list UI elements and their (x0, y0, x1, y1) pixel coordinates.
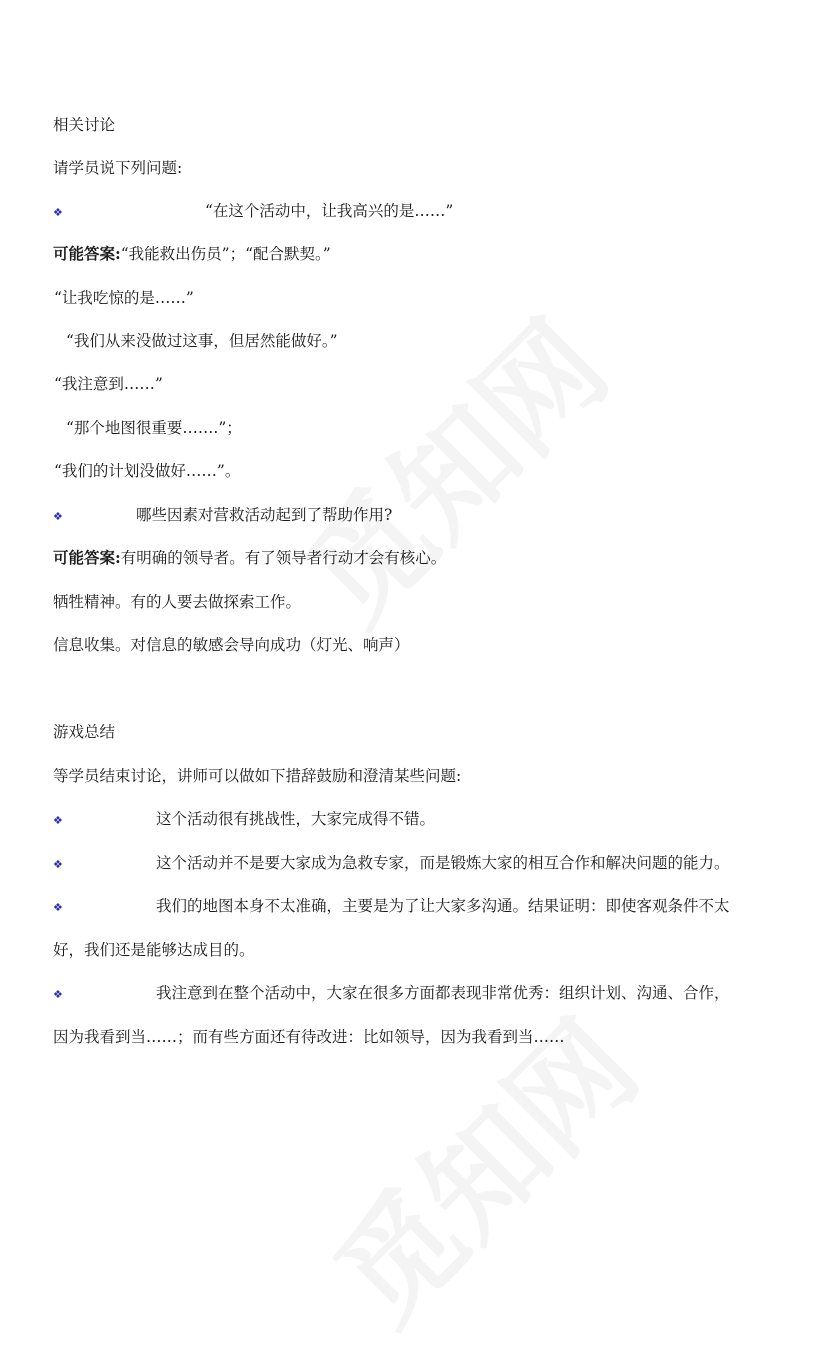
summary-heading: 游戏总结 (53, 723, 116, 741)
quote-noticed: “我注意到……” (54, 375, 163, 393)
summary-point-4-line2: 因为我看到当……；而有些方面还有待改进：比如领导，因为我看到当…… (53, 1028, 565, 1046)
bullet-icon: ❖ (53, 510, 63, 523)
summary-point-4-line1: 我注意到在整个活动中，大家在很多方面都表现非常优秀：组织计划、沟通、合作， (156, 984, 730, 1002)
discussion-intro: 请学员说下列问题: (53, 159, 183, 177)
quote-never-done: “我们从来没做过这事，但居然能做好。” (66, 332, 338, 350)
summary-point-1: 这个活动很有挑战性，大家完成得不错。 (156, 810, 436, 828)
answer-label: 可能答案: (53, 244, 121, 263)
summary-point-3-line2: 好，我们还是能够达成目的。 (53, 941, 255, 959)
factor-information: 信息收集。对信息的敏感会导向成功（灯光、响声） (53, 636, 410, 654)
bullet-icon: ❖ (53, 858, 63, 871)
question-1: “在这个活动中，让我高兴的是……” (205, 202, 454, 220)
answer-text: 有明确的领导者。有了领导者行动才会有核心。 (120, 549, 447, 567)
discussion-heading: 相关讨论 (53, 116, 116, 134)
bullet-icon: ❖ (53, 814, 63, 827)
summary-intro: 等学员结束讨论，讲师可以做如下措辞鼓励和澄清某些问题: (53, 767, 462, 785)
answer-label: 可能答案: (53, 548, 121, 567)
quote-map: “那个地图很重要…….”； (66, 419, 242, 437)
bullet-icon: ❖ (53, 206, 63, 219)
question-2: 哪些因素对营救活动起到了帮助作用? (136, 506, 393, 524)
factor-sacrifice: 牺牲精神。有的人要去做探索工作。 (53, 593, 302, 611)
quote-plan: “我们的计划没做好……”。 (54, 462, 241, 480)
quote-surprise: “让我吃惊的是……” (54, 289, 194, 307)
answer-text: “我能救出伤员”；“配合默契。” (120, 245, 331, 263)
bullet-icon: ❖ (53, 901, 63, 914)
answer-2 (53, 548, 446, 568)
summary-point-2: 这个活动并不是要大家成为急救专家，而是锻炼大家的相互合作和解决问题的能力。 (156, 854, 730, 872)
answer-1 (53, 244, 331, 264)
bullet-icon: ❖ (53, 988, 63, 1001)
summary-point-3-line1: 我们的地图本身不太准确，主要是为了让大家多沟通。结果证明：即使客观条件不太 (156, 897, 730, 915)
